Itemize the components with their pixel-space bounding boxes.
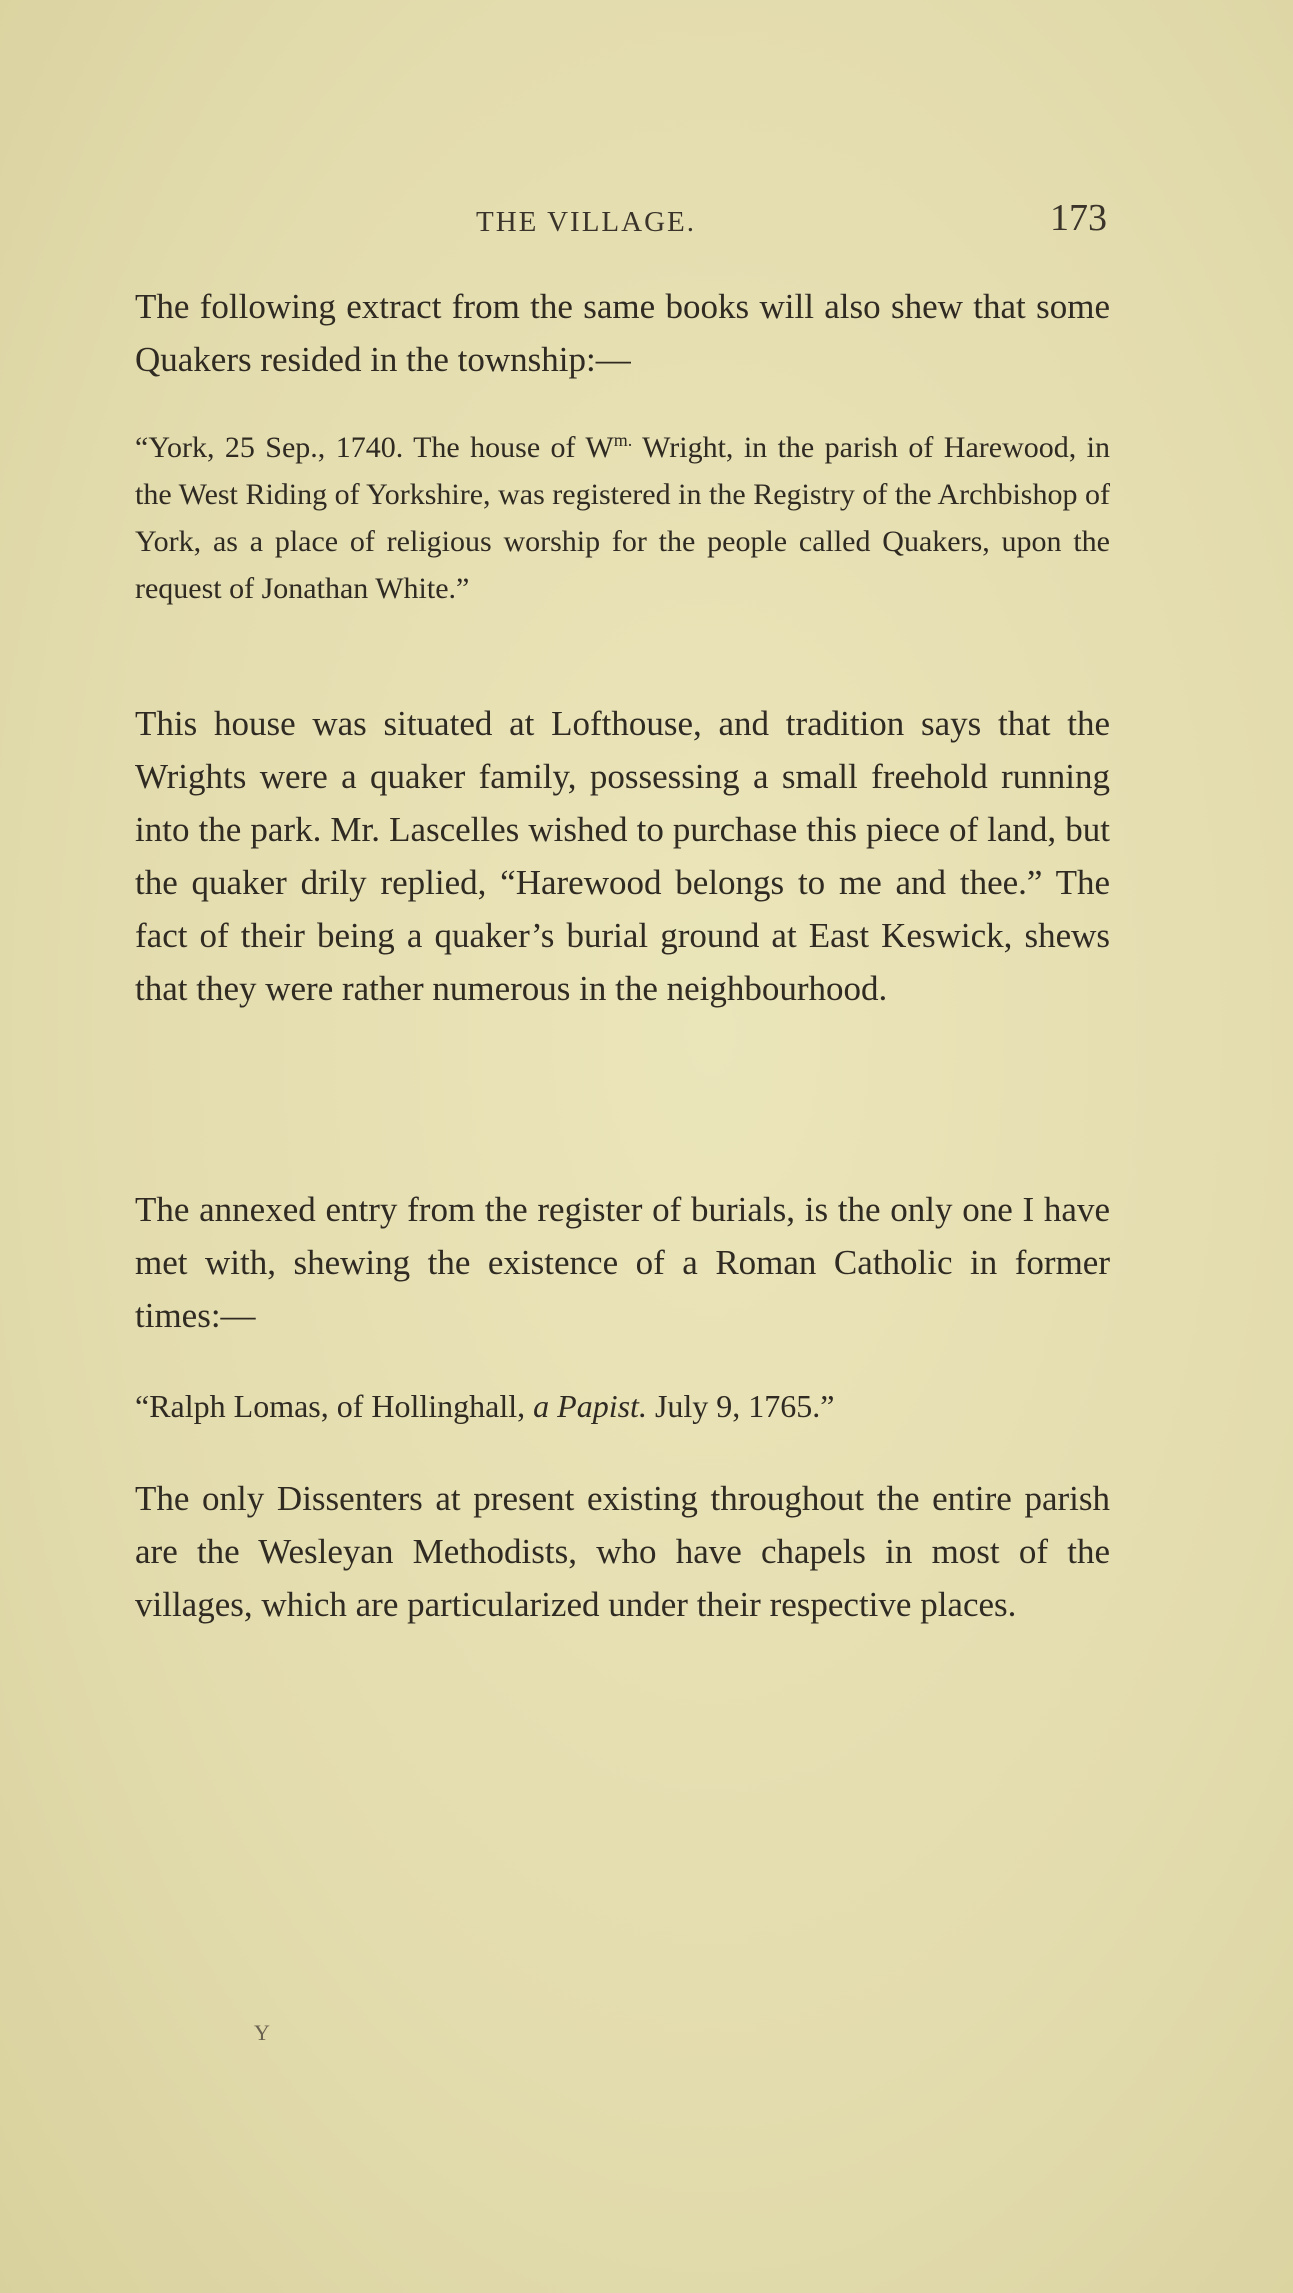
paragraph-lofthouse [135,697,1110,1015]
paragraph-text: This house was situated at Lofthouse, and tradition says that the Wrights were a quaker family, possessing a small freehold running into the park. Mr. Lascelles wished to purchase this piece of land, but the quaker drily replied, “Harewood belongs to me and thee.” The fact of their being a quaker’s burial ground at East Keswick, shews that they were rather numerous in the neighbourhood. [135,704,1110,1008]
quote-text-end: Wright, in the parish of Harewood, in the West Riding of Yorkshire, was registered in the Registry of the Archbishop of York, as a place of religious worship for the people called Quakers, upon the request of Jonathan White.” [135,431,1110,605]
signature-mark: Y [254,2020,270,2045]
quote-text-start: “Ralph Lomas, of Hollinghall, [135,1388,534,1424]
running-head [0,196,1293,246]
abbrev-superscript: m. [613,430,633,450]
quote-york-registry [135,417,1110,612]
quote-italic: a Papist. [533,1388,647,1424]
page-number: 173 [1050,197,1107,239]
paragraph-text: The following extract from the same books will also shew that some Quakers resided in the township:— [135,287,1110,379]
quote-text [135,417,1110,612]
paragraph-text: The annexed entry from the register of burials, is the only one I have met with, shewing the existence of a Roman Catholic in former times:— [135,1190,1110,1335]
quote-text-start: “York, 25 Sep., 1740. The house of W [135,431,614,464]
paragraph-dissenters [135,1472,1110,1631]
quote-text-end: July 9, 1765.” [646,1388,835,1424]
paragraph-text: The only Dissenters at present existing throughout the entire parish are the Wesleyan Methodists, who have chapels in most of the villages, which are particularized under their respective places. [135,1479,1110,1624]
paragraph-quaker-intro [135,280,1110,386]
quote-burial-entry [135,1383,1110,1430]
quote-text [135,1383,1110,1430]
running-title: THE VILLAGE. [476,206,696,238]
paragraph-burials [135,1183,1110,1342]
